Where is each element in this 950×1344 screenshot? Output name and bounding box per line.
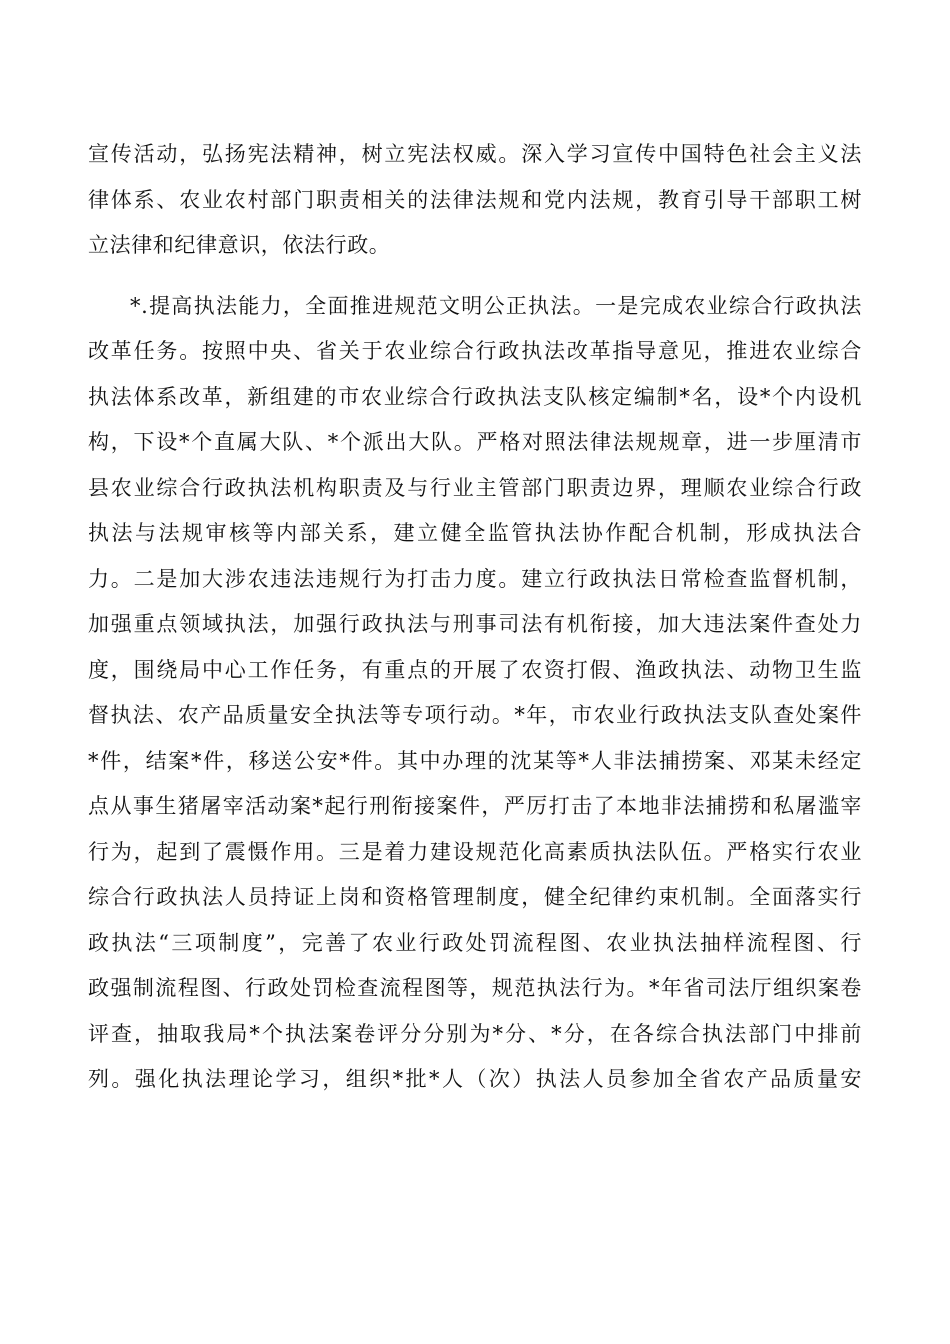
paragraph-line: 点从事生猪屠宰活动案*起行刑衔接案件，严厉打击了本地非法捕捞和私屠滥宰 [88,794,862,818]
paragraph-line: 行为，起到了震慑作用。三是着力建设规范化高素质执法队伍。严格实行农业 [88,839,862,864]
paragraph-1 [88,132,862,269]
paragraph-line: *件，结案*件，移送公安*件。其中办理的沈某等*人非法捕捞案、邓某未经定 [88,748,862,773]
paragraph-line: 力。二是加大涉农违法违规行为打击力度。建立行政执法日常检查监督机制， [88,566,862,591]
document-body [88,132,862,1103]
paragraph-line: 构，下设*个直属大队、*个派出大队。严格对照法律法规规章，进一步厘清市 [88,430,862,454]
paragraph-line: *.提高执法能力，全面推进规范文明公正执法。一是完成农业综合行政执法 [130,293,862,318]
paragraph-line: 执法与法规审核等内部关系，建立健全监管执法协作配合机制，形成执法合 [88,521,862,545]
paragraph-line: 加强重点领域执法，加强行政执法与刑事司法有机衔接，加大违法案件查处力 [88,612,862,636]
paragraph-line: 律体系、农业农村部门职责相关的法律法规和党内法规，教育引导干部职工树 [88,187,862,212]
paragraph-line: 评查，抽取我局*个执法案卷评分分别为*分、*分，在各综合执法部门中排前 [88,1021,862,1046]
paragraph-line: 督执法、农产品质量安全执法等专项行动。*年，市农业行政执法支队查处案件 [88,703,862,727]
paragraph-line: 政执法“三项制度”，完善了农业行政处罚流程图、农业执法抽样流程图、行 [88,930,862,955]
paragraph-spacer [88,269,862,284]
paragraph-line: 立法律和纪律意识，依法行政。 [88,233,391,257]
paragraph-line: 宣传活动，弘扬宪法精神，树立宪法权威。深入学习宣传中国特色社会主义法 [88,142,862,166]
paragraph-line: 改革任务。按照中央、省关于农业综合行政执法改革指导意见，推进农业综合 [88,339,862,363]
paragraph-line: 执法体系改革，新组建的市农业综合行政执法支队核定编制*名，设*个内设机 [88,384,862,409]
paragraph-line: 度，围绕局中心工作任务，有重点的开展了农资打假、渔政执法、动物卫生监 [88,657,862,682]
paragraph-line: 政强制流程图、行政处罚检查流程图等，规范执法行为。*年省司法厅组织案卷 [88,976,862,1000]
paragraph-line: 列。强化执法理论学习，组织*批*人（次）执法人员参加全省农产品质量安 [88,1067,862,1091]
paragraph-line: 综合行政执法人员持证上岗和资格管理制度，健全纪律约束机制。全面落实行 [88,885,862,909]
paragraph-2 [88,284,862,1103]
paragraph-line: 县农业综合行政执法机构职责及与行业主管部门职责边界，理顺农业综合行政 [88,475,862,500]
